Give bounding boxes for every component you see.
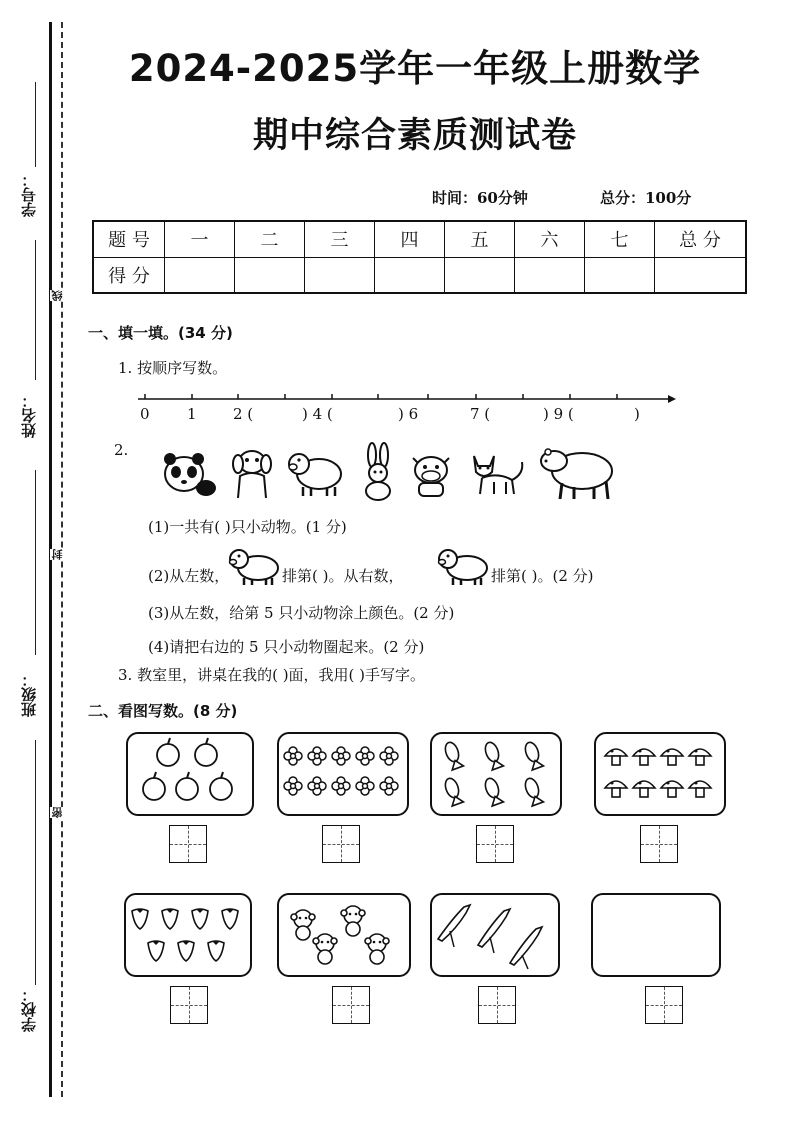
answer-box[interactable] bbox=[476, 825, 514, 863]
answer-box[interactable] bbox=[645, 986, 683, 1024]
section1-title: 一、填一填。(34 分) bbox=[88, 324, 233, 342]
answer-box[interactable] bbox=[332, 986, 370, 1024]
answer-box[interactable] bbox=[640, 825, 678, 863]
number-line-label: 0 bbox=[140, 405, 150, 423]
panda-icon bbox=[160, 452, 220, 500]
student-id-label: 学号： bbox=[20, 172, 38, 217]
question2-4-text: (4)请把右边的 5 只小动物圈起来。(2 分) bbox=[148, 638, 425, 656]
question1-text: 1. 按顺序写数。 bbox=[118, 359, 228, 377]
score-row-label: 得 分 bbox=[93, 257, 165, 293]
pig-icon bbox=[287, 448, 345, 498]
question3-text: 3. 教室里，讲桌在我的( )面，我用( )手写字。 bbox=[118, 666, 426, 684]
score-header-cell: 五 bbox=[445, 221, 515, 257]
cat-icon bbox=[468, 452, 526, 498]
number-line-label: 7 ( bbox=[470, 405, 491, 423]
monkey-icon bbox=[277, 893, 407, 973]
bear-icon bbox=[538, 443, 616, 501]
question2-number: 2. bbox=[114, 441, 129, 459]
empty-picture-frame[interactable] bbox=[591, 893, 721, 977]
strawberry-icon bbox=[124, 893, 248, 973]
fish-icon bbox=[430, 732, 558, 812]
exam-total: 总分：100分 bbox=[600, 189, 692, 207]
answer-box[interactable] bbox=[169, 825, 207, 863]
page-title: 2024-2025学年一年级上册数学 bbox=[128, 47, 702, 90]
section2-title: 二、看图写数。(8 分) bbox=[88, 702, 238, 720]
question2-2-text-c: 排第( )。(2 分) bbox=[491, 567, 594, 585]
number-line-label: ) 9 ( bbox=[543, 405, 574, 423]
question2-1-text: (1)一共有( )只小动物。(1 分) bbox=[148, 518, 347, 536]
number-line-label: ) bbox=[634, 405, 640, 423]
apple-icon bbox=[126, 732, 250, 812]
score-header-label: 题 号 bbox=[93, 221, 165, 257]
answer-box[interactable] bbox=[478, 986, 516, 1024]
score-header-cell: 二 bbox=[235, 221, 305, 257]
page-subtitle: 期中综合素质测试卷 bbox=[252, 116, 577, 156]
number-line-label: ) 6 bbox=[398, 405, 419, 423]
answer-box[interactable] bbox=[322, 825, 360, 863]
number-line-label: ) 4 ( bbox=[302, 405, 333, 423]
cut-word-secret: 密 bbox=[51, 807, 64, 818]
score-header-cell: 一 bbox=[165, 221, 235, 257]
dog-icon bbox=[228, 448, 274, 500]
question2-2-text-a: (2)从左数， bbox=[148, 567, 230, 585]
score-header-cell: 三 bbox=[305, 221, 375, 257]
school-label: 学校： bbox=[20, 987, 38, 1032]
pig-icon bbox=[437, 546, 491, 586]
flower-icon bbox=[277, 732, 405, 812]
class-label: 班级： bbox=[20, 672, 38, 717]
score-header-cell: 六 bbox=[515, 221, 585, 257]
answer-box[interactable] bbox=[170, 986, 208, 1024]
number-line-label: 1 bbox=[187, 405, 197, 423]
cut-word-line: 线 bbox=[51, 290, 64, 301]
cut-word-seal: 封 bbox=[51, 549, 64, 560]
score-header-cell: 四 bbox=[375, 221, 445, 257]
score-header-total: 总 分 bbox=[655, 221, 747, 257]
bird-icon bbox=[430, 893, 556, 973]
rabbit-icon bbox=[358, 443, 398, 501]
score-header-cell: 七 bbox=[585, 221, 655, 257]
question2-3-text: (3)从左数，给第 5 只小动物涂上颜色。(2 分) bbox=[148, 604, 455, 622]
cow-icon bbox=[405, 450, 457, 498]
pig-icon bbox=[228, 546, 282, 586]
student-name-label: 姓名： bbox=[20, 393, 38, 438]
exam-time: 时间：60分钟 bbox=[432, 189, 528, 207]
question2-2-text-b: 排第( )。从右数， bbox=[282, 567, 404, 585]
mushroom-icon bbox=[594, 732, 722, 812]
number-line-label: 2 ( bbox=[233, 405, 254, 423]
